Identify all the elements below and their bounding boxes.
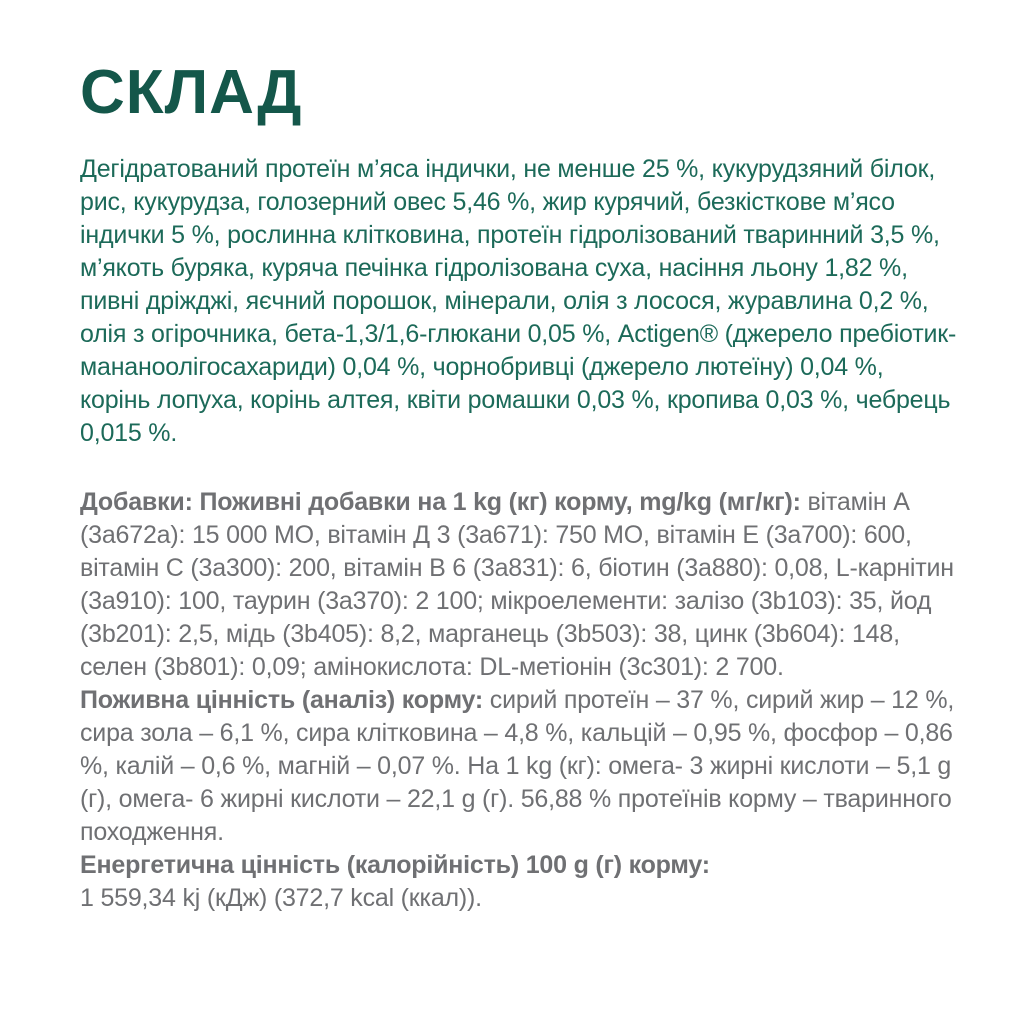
additives-text: вітамін А (3а672а): 15 000 МО, вітамін Д 3 (3а671): 750 МО, вітамін Е (3а700): 600, вітамін С (3а300): 200, вітамін В 6 (3а831): 6, біотин (3а880): 0,08, L-карнітин (3а910): 100, таурин (3а370): 2 100; мікроелементи: залізо (3b103): 35, йод (3b201): 2,5, мідь (3b405): 8,2, марганець (3b503): 38, цинк (3b604): 148, селен (3b801): 0,09; амінокислота: DL-метіонін (3с301): 2 700. (80, 488, 954, 682)
nutrition-label: Поживна цінність (аналіз) корму: (80, 686, 484, 715)
details-block (80, 486, 960, 915)
composition-text: Дегідратований протеїн м’яса індички, не менше 25 %, кукурудзяний білок, рис, кукурудза, голозерний овес 5,46 %, жир курячий, безкісткове м’ясо індички 5 %, рослинна клітковина, протеїн гідролізований тваринний 3,5 %, м’якоть буряка, куряча печінка гідролізована суха, насіння льону 1,82 %, пивні дріжджі, яєчний порошок, мінерали, олія з лосося, журавлина 0,2 %, олія з огірочника, бета-1,3/1,6-глюкани 0,05 %, Actigen® (джерело пребіотик-мананоолігосахариди) 0,04 %, чорнобривці (джерело лютеїну) 0,04 %, корінь лопуха, корінь алтея, квіти ромашки 0,03 %, кропива 0,03 %, чебрець 0,015 %. (80, 155, 957, 448)
energy-value: 1 559,34 kj (кДж) (372,7 kcal (ккал)). (80, 884, 482, 913)
additives-paragraph (80, 486, 960, 684)
nutrition-text: сирий протеїн – 37 %, сирий жир – 12 %, сира зола – 6,1 %, сира клітковина – 4,8 %, кальцій – 0,95 %, фосфор – 0,86 %, калій – 0,6 %, магній – 0,07 %. На 1 kg (кг): омега- 3 жирні кислоти – 5,1 g (г), омега- 6 жирні кислоти – 22,1 g (г). 56,88 % протеїнів корму – тваринного походження. (80, 686, 955, 847)
additives-label: Добавки: Поживні добавки на 1 kg (кг) корму, mg/kg (мг/кг): (80, 488, 801, 517)
nutrition-paragraph (80, 684, 960, 849)
energy-label: Енергетична цінність (калорійність) 100 g (г) корму: (80, 851, 710, 880)
energy-paragraph (80, 849, 960, 915)
page-title: СКЛАД (80, 58, 303, 127)
